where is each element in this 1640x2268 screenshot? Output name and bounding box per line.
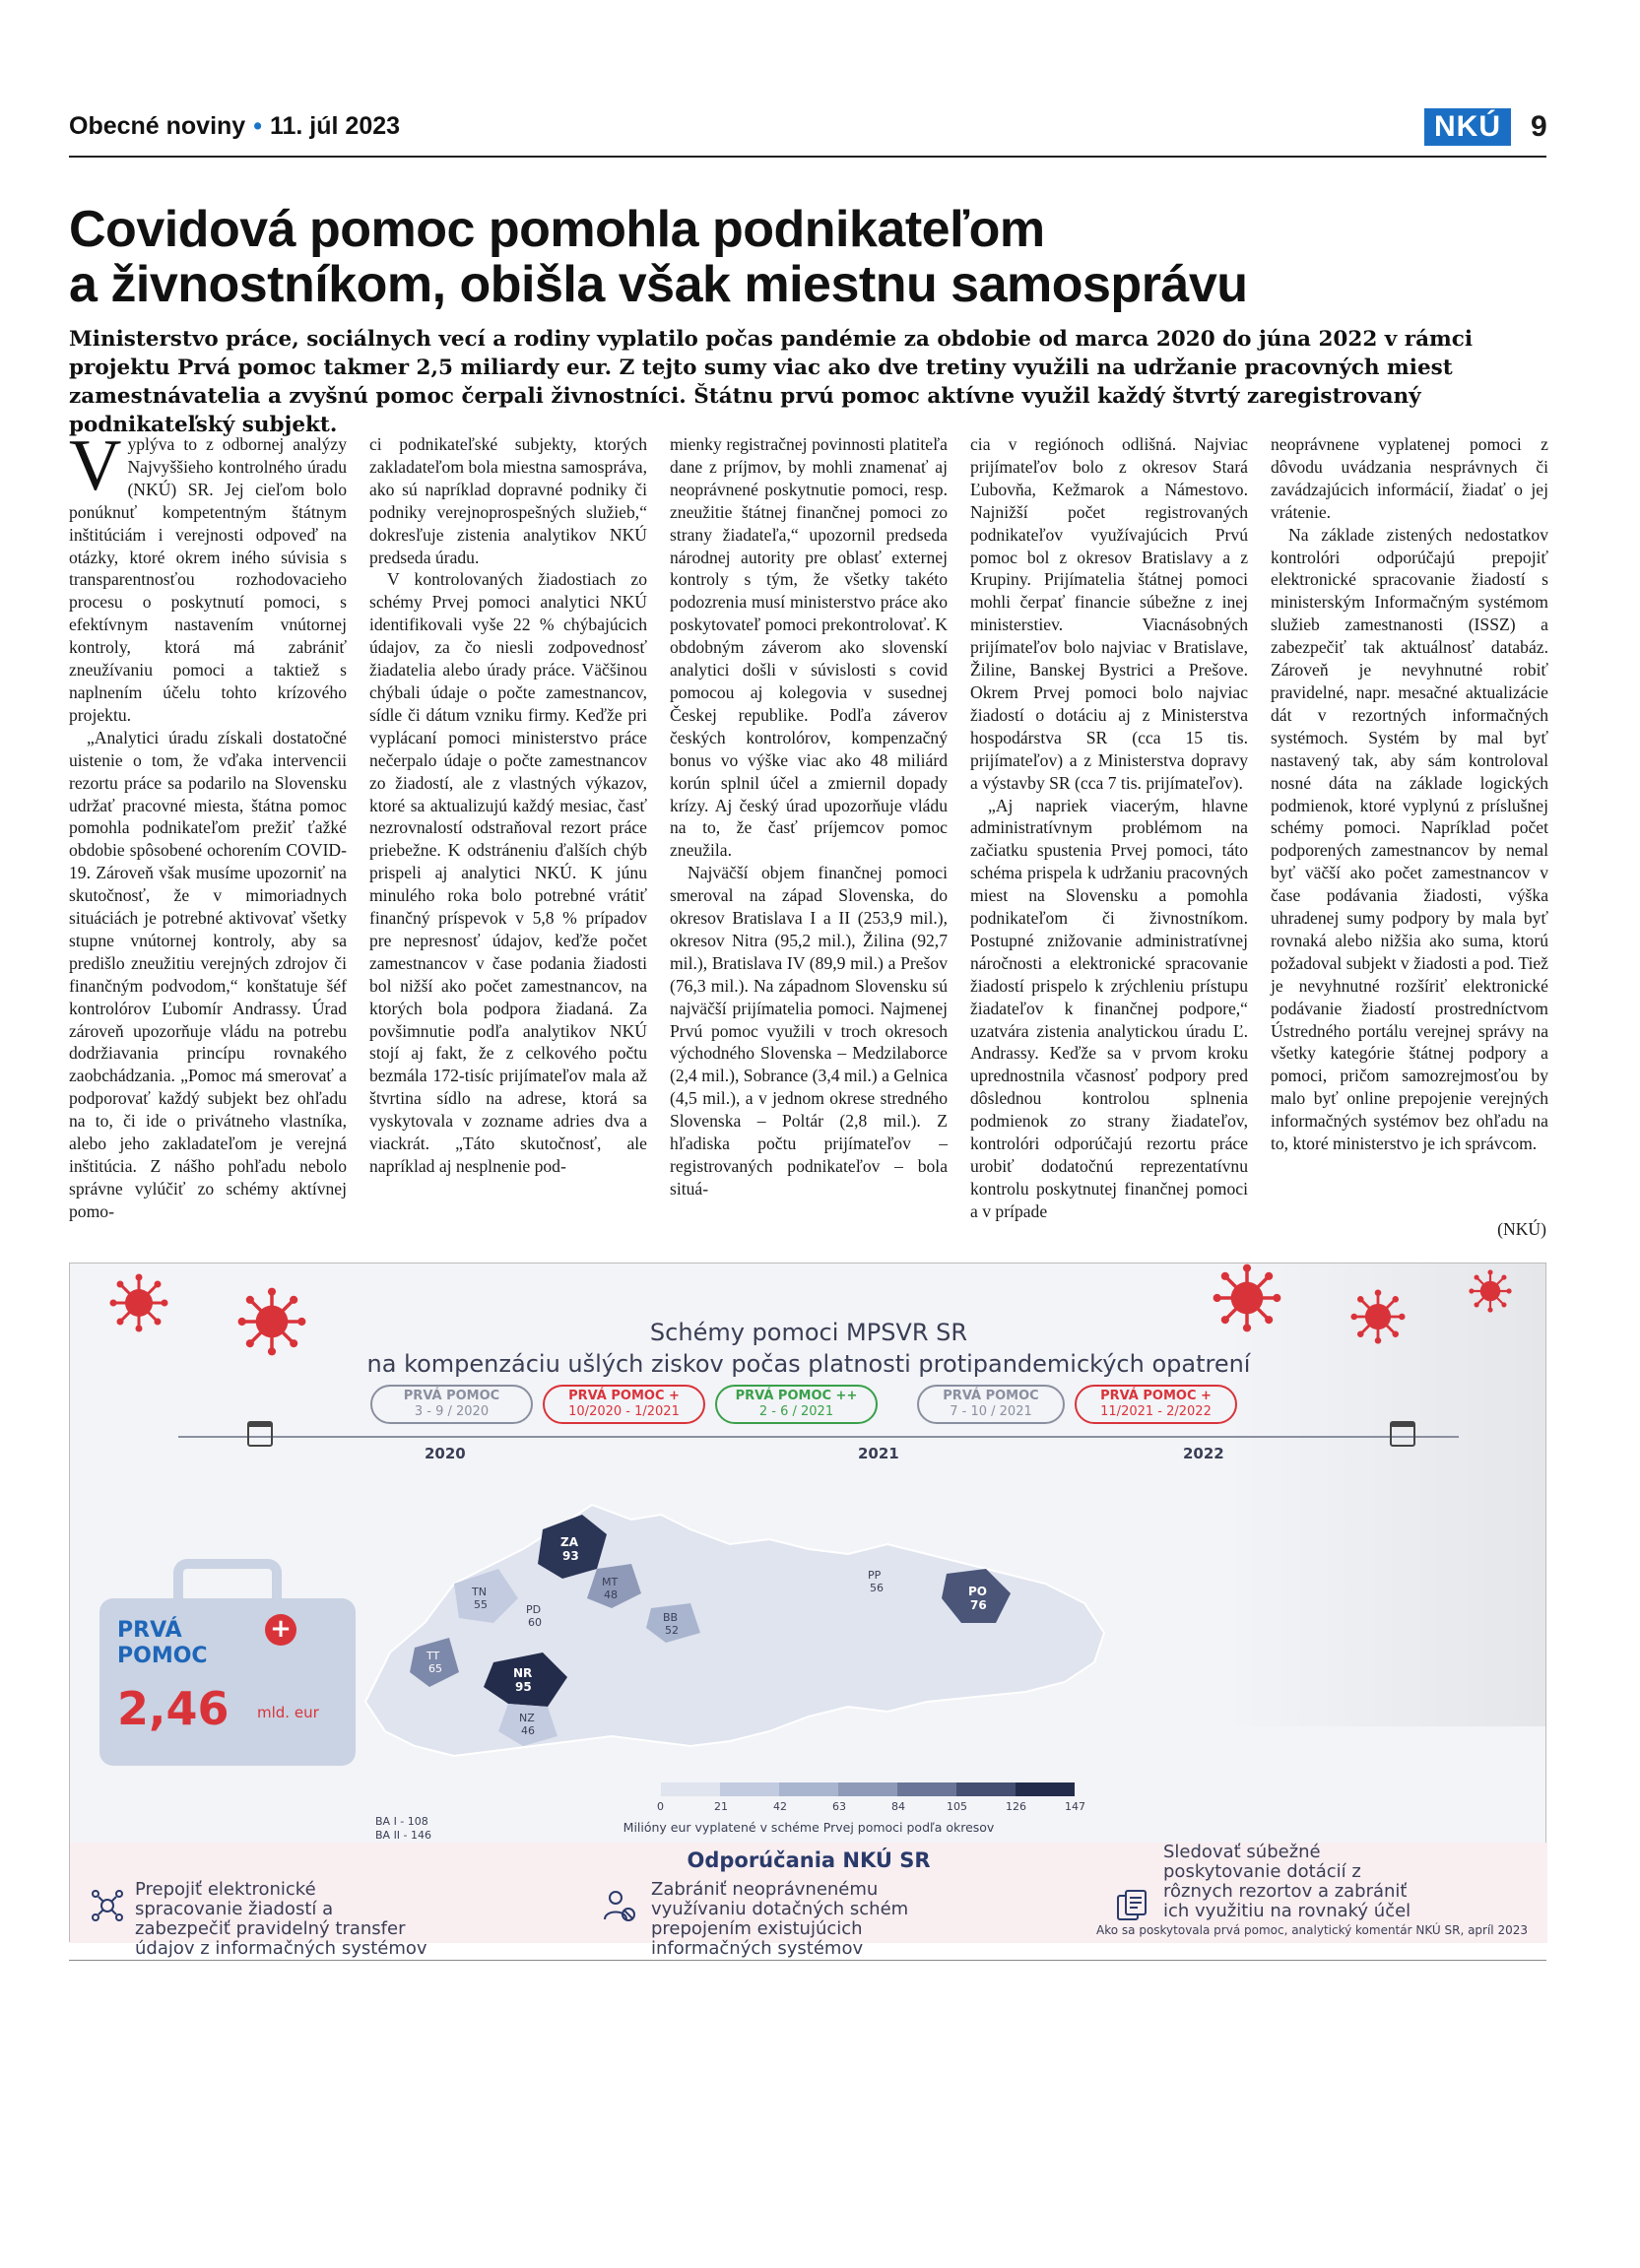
recommendation-line: Prepojiť elektronické xyxy=(135,1879,316,1900)
calendar-icon xyxy=(247,1421,273,1447)
publication-name: Obecné noviny xyxy=(69,112,246,140)
title-line-2: a živnostníkom, obišla však miestnu samosprávu xyxy=(69,256,1248,313)
suitcase-label-1: PRVÁ xyxy=(117,1618,182,1643)
district-value: 65 xyxy=(428,1662,442,1675)
timeline-pill xyxy=(1075,1385,1237,1424)
district-code: PO xyxy=(968,1585,987,1598)
recommendation-line: využívaniu dotačných schém xyxy=(651,1899,909,1919)
recommendation-item xyxy=(1163,1843,1410,1921)
calendar-icon xyxy=(1390,1421,1415,1447)
network-icon xyxy=(90,1888,125,1923)
district-code: NZ xyxy=(519,1712,535,1724)
drop-cap: V xyxy=(69,425,122,506)
scheme-period: 11/2021 - 2/2022 xyxy=(1100,1404,1212,1419)
legend-bar xyxy=(661,1782,1075,1796)
district-value: 46 xyxy=(521,1724,535,1737)
paragraph xyxy=(69,425,347,727)
nku-logo: NKÚ xyxy=(1424,108,1511,146)
timeline-pill xyxy=(370,1385,533,1424)
page-number: 9 xyxy=(1531,110,1547,143)
district-code: TN xyxy=(472,1586,487,1598)
recommendation-line: rôznych rezortov a zabrániť xyxy=(1163,1881,1408,1902)
map-outline xyxy=(365,1505,1104,1756)
paragraph: „Analytici úradu získali dostatočné uistenie o tom, že vďaka intervencii rezortu práce sa podarilo na Slovensku udržať pracovné miesta, štátna pomoc pomohla podnikateľom prežiť ťažké obdobie spôsobené ochorením COVID-19. Zároveň však musíme upozorniť na skutočnosť, že v mimoriadnych situáciách je potrebné aktivovať všetky stupne vnútornej kontroly, aby sa predišlo zneužitiu verejných zdrojov či finančným podvodom,“ konštatuje šéf kontrolórov Ľubomír Andrassy. Úrad zároveň upozorňuje vládu na potrebu dodržiavania princípu rovnakého zaobchádzania. „Pomoc má smerovať a podporovať každý subjekt bez ohľadu na to, či ide o privátneho vlastníka, alebo jeho zakladateľom je verejná inštitúcia. Z nášho pohľadu nebolo správne vylúčiť zo schémy aktívnej pomo- xyxy=(69,727,347,1221)
recommendation-line: Sledovať súbežné xyxy=(1163,1842,1321,1862)
recommendation-line: ich využitiu na rovnaký účel xyxy=(1163,1901,1411,1921)
district-code: NR xyxy=(513,1666,533,1680)
column-5 xyxy=(1271,433,1548,1280)
scheme-period: 10/2020 - 1/2021 xyxy=(568,1404,680,1419)
column-3 xyxy=(670,433,948,1280)
paragraph-text: yplýva to z odbornej analýzy Najvyššieho kontrolného úradu (NKÚ) SR. Jej cieľom bolo ponúknuť kompetentným štátnym inštitúciám i verejnosti odpoveď na otázky, ktoré okrem iného súvisia s transparentnosťou rozhodovacieho procesu o poskytnutí pomoci, s efektívnym nastavením vnútornej kontroly, ktorá má zabrániť zneužívaniu pomoci a taktiež s naplnením účelu tohto krízového projektu. xyxy=(69,434,347,725)
scheme-name: PRVÁ POMOC xyxy=(403,1389,500,1403)
paragraph: Najväčší objem finančnej pomoci smeroval na západ Slovenska, do okresov Bratislava I a II (253,9 mil.), okresov Nitra (95,2 mil.), Žilina (92,7 mil.), Bratislava IV (89,9 mil.) a Prešov (76,3 mil.). Na západnom Slovensku sú najväčší prijímatelia pomoci. Najmenej Prvú pomoc využili v troch okresoch východného Slovenska – Medzilaborce (2,4 mil.), Sobrance (3,4 mil.) a Gelnica (4,5 mil.), a v jednom okrese stredného Slovenska – Poltár (2,8 mil.). Z hľadiska počtu prijímateľov – registrovaných podnikateľov – bola situá- xyxy=(670,863,948,1199)
recommendation-line: spracovanie žiadostí a xyxy=(135,1899,334,1919)
timeline-axis xyxy=(178,1436,1459,1438)
documents-icon xyxy=(1114,1888,1149,1923)
paragraph: mienky registračnej povinnosti platiteľa dane z príjmov, by mohli znamenať aj neoprávnené poskytnutie pomoci, resp. zneužitie štátnej finančnej pomoci zo strany žiadateľa,“ upozornil predseda národnej autority pre oblasť externej kontroly s tým, že všetky takéto podozrenia musí ministerstvo práce ako poskytovateľ pomoci prekontrolovať. K obdobným záverom ako slovenskí analytici došli v súvislosti s covid pomocou aj kolegovia v susednej Českej republike. Podľa záverov českých kontrolórov, kompenzačný bonus vo výške viac ako 48 miliárd korún splnil účel a zmiernil dopady krízy. Aj český úrad upozorňuje vládu na to, že časť príjemcov pomoc zneužila. xyxy=(670,434,948,861)
title-line-1: Covidová pomoc pomohla podnikateľom xyxy=(69,201,1045,258)
recommendation-line: informačných systémov xyxy=(651,1938,864,1959)
virus-icon xyxy=(1469,1269,1512,1313)
user-block-icon xyxy=(602,1888,637,1923)
suitcase-label-2: POMOC xyxy=(117,1644,208,1668)
recommendations-panel xyxy=(70,1842,1547,1959)
scheme-period: 3 - 9 / 2020 xyxy=(414,1404,490,1419)
article-title xyxy=(69,202,1546,312)
suitcase-label xyxy=(117,1618,208,1669)
timeline-pill xyxy=(543,1385,705,1424)
article-signature: (NKÚ) xyxy=(1497,1219,1546,1239)
scheme-period: 7 - 10 / 2021 xyxy=(950,1404,1032,1419)
district-value: 76 xyxy=(970,1598,987,1612)
total-amount: 2,46 xyxy=(117,1682,230,1735)
paragraph: Na základe zistených nedostatkov kontrolóri odporúčajú prepojiť elektronické spracovanie žiadostí s ministerským Informačným systémom služieb zamestnanosti (ISSZ) a zabezpečiť tak aktuálnosť databáz. Zároveň je nevyhnutné robiť pravidelné, napr. mesačné aktualizácie dát v rezortných informačných systémoch. Systém by mal byť nastavený tak, aby sám kontroloval nosné dáta na základe logických podmienok, ktoré vyplynú z príslušnej schémy pomoci. Napríklad počet podporených zamestnancov by nemal byť väčší ako počet zamestnancov v čase podávania žiadosti, výška uhradenej sumy podpory by mala byť rovnaká alebo nižšia ako suma, ktorú požadoval subjekt v žiadosti a pod. Tiež je nevyhnutné rozšíriť elektronické podávanie žiadostí prostredníctvom Ústredného portálu verejnej správy na všetky kategórie štátnej podpory a pomoci, pričom samozrejmosťou by malo byť online prepojenie verejných informačných systémov bez ohľadu na to, ktoré ministerstvo je ich správcom. xyxy=(1271,524,1548,1154)
publication-line xyxy=(69,112,400,141)
legend-tick: 105 xyxy=(947,1800,967,1813)
legend-swatch xyxy=(779,1782,838,1796)
district-value: 56 xyxy=(870,1582,884,1594)
column-1 xyxy=(69,425,347,1280)
year-label: 2021 xyxy=(858,1445,899,1462)
legend-swatch xyxy=(1016,1782,1075,1796)
paragraph: neoprávnene vyplatenej pomoci z dôvodu uvádzania nesprávnych či zavádzajúcich informácií, žiadať o jej vrátenie. xyxy=(1271,434,1548,522)
separator-dot: • xyxy=(253,112,262,140)
district-value: 52 xyxy=(665,1624,679,1637)
legend-swatch xyxy=(897,1782,956,1796)
column-4 xyxy=(970,433,1248,1280)
recommendation-line: Zabrániť neoprávnenému xyxy=(651,1879,879,1900)
scheme-name: PRVÁ POMOC + xyxy=(1100,1389,1212,1403)
district-code: TT xyxy=(426,1650,440,1662)
article-lead: Ministerstvo práce, sociálnych vecí a rodiny vyplatilo počas pandémie za obdobie od marca 2020 do júna 2022 v rámci projektu Prvá pomoc takmer 2,5 miliardy eur. Z tejto sumy viac ako dve tretiny využili na udržanie pracovných miest zamestnávatelia a zvyšnú pomoc čerpali živnostníci. Štátnu prvú pomoc aktívne využil každý štvrtý zaregistrovaný podnikateľský subjekt. xyxy=(69,327,1474,437)
legend-tick: 126 xyxy=(1006,1800,1026,1813)
scheme-period: 2 - 6 / 2021 xyxy=(758,1404,834,1419)
recommendation-line: poskytovanie dotácií z xyxy=(1163,1861,1361,1882)
paragraph: cia v regiónoch odlišná. Najviac prijímateľov bolo z okresov Stará Ľubovňa, Kežmarok a Námestovo. Najnižší počet registrovaných podnikateľov využívajúcich Prvú pomoc bol z okresov Bratislavy a z Krupiny. Prijímatelia štátnej pomoci mohli čerpať financie súbežne z inej ministerstiev. Viacnásobných prijímateľov bolo najviac v Bratislave, Žiline, Banskej Bystrici a Prešove. Okrem Prvej pomoci bolo najviac žiadostí o dotáciu aj z Ministerstva hospodárstva SR (cca 15 tis. prijímateľov) a z Ministerstva dopravy a výstavby SR (cca 7 tis. prijímateľov). xyxy=(970,434,1248,793)
timeline-pill xyxy=(917,1385,1065,1424)
column-2 xyxy=(369,433,647,1280)
district-code: ZA xyxy=(560,1535,578,1549)
legend-swatch xyxy=(661,1782,720,1796)
suitcase-handle xyxy=(173,1559,282,1602)
district-value: 60 xyxy=(528,1616,542,1629)
timeline-pill xyxy=(715,1385,878,1424)
district-code: PP xyxy=(868,1569,882,1582)
legend-ticks xyxy=(651,1800,1084,1814)
header-rule xyxy=(69,156,1546,158)
infographic xyxy=(69,1263,1546,1959)
paragraph: ci podnikateľské subjekty, ktorých zakladateľom bola miestna samospráva, ako sú napríklad dopravné podniky či podniky verejnoprospešných služieb,“ dokresľuje zistenia analytikov NKÚ predseda úradu. xyxy=(369,434,647,567)
slovakia-map xyxy=(336,1475,1124,1761)
recommendation-item xyxy=(135,1880,427,1959)
infographic-subtitle: na kompenzáciu ušlých ziskov počas platnosti protipandemických opatrení xyxy=(366,1350,1251,1378)
legend-tick: 0 xyxy=(657,1800,664,1813)
district-value: 55 xyxy=(474,1598,488,1611)
district-value: 93 xyxy=(562,1549,579,1563)
legend-swatch xyxy=(720,1782,779,1796)
bratislava-item: BA II - 146 xyxy=(375,1829,432,1842)
recommendation-item xyxy=(651,1880,908,1959)
paragraph: „Aj napriek viacerým, hlavne administratívnym problémom na začiatku spustenia Prvej pomoci, táto schéma prispela k udržaniu pracovných miest na Slovensku a pomohla podnikateľom či živnostníkom. Postupné znižovanie administratívnej náročnosti a elektronické spracovanie žiadostí prispelo k zrýchleniu prístupu žiadateľov k finančnej podpore,“ uzatvára zistenia analytickou úradu Ľ. Andrassy. Keďže sa v prvom kroku uprednostnila včasnosť podpory pred dôslednou kontrolou splnenia podmienok zo strany žiadateľov, kontrolóri odporúčajú rezortu práce urobiť dodatočnú reprezentatívnu kontrolu poskytnutej finančnej pomoci a v prípade xyxy=(970,795,1248,1221)
source-note: Ako sa poskytovala prvá pomoc, analytický komentár NKÚ SR, apríl 2023 xyxy=(1096,1923,1528,1937)
scheme-name: PRVÁ POMOC + xyxy=(568,1389,680,1403)
recommendation-line: prepojením existujúcich xyxy=(651,1918,863,1939)
legend-tick: 42 xyxy=(773,1800,787,1813)
infographic-title: Schémy pomoci MPSVR SR xyxy=(649,1319,968,1346)
district-value: 48 xyxy=(604,1588,618,1601)
district-code: MT xyxy=(602,1576,619,1588)
legend-caption: Milióny eur vyplatené v schéme Prvej pomoci podľa okresov xyxy=(623,1820,995,1835)
legend-tick: 21 xyxy=(714,1800,728,1813)
scheme-name: PRVÁ POMOC xyxy=(943,1389,1039,1403)
scheme-name: PRVÁ POMOC ++ xyxy=(735,1389,858,1403)
district-value: 95 xyxy=(515,1680,532,1694)
legend-swatch xyxy=(838,1782,897,1796)
page-header xyxy=(69,108,1546,148)
year-label: 2022 xyxy=(1183,1445,1224,1462)
year-label: 2020 xyxy=(425,1445,466,1462)
total-unit: mld. eur xyxy=(257,1704,319,1721)
paragraph: V kontrolovaných žiadostiach zo schémy Prvej pomoci analytici NKÚ identifikovali vyše 22 % chýbajúcich údajov, za čo niesli zodpovednosť žiadatelia alebo úrady práce. Väčšinou chýbali údaje o počte zamestnancov, sídle či dátum vzniku firmy. Keďže pri vyplácaní pomoci ministerstvo práce nečerpalo údaje o počte zamestnancov zo žiadostí, ale z vlastných výkazov, ktoré sa aktualizujú každý mesiac, časť nezrovnalostí odstraňoval rezort práce priebežne. K odstráneniu ďalších chýb prispeli aj analytici NKÚ. K júnu minulého roka bolo potrebné vrátiť finančný príspevok v 5,8 % prípadov pre nepresnosť údajov, keďže počet zamestnancov v čase podania žiadosti bol nižší ako počet zamestnancov, na ktorých bola podpora žiadaná. Za povšimnutie podľa analytikov NKÚ stojí aj fakt, že z celkového počtu bezmála 172-tisíc prijímateľov mala až štvrtina sídlo na adrese, ktorá sa vyskytovala v zozname adries dva a viackrát. „Táto skutočnosť, ale napríklad aj nesplnenie pod- xyxy=(369,569,647,1176)
bratislava-item: BA I - 108 xyxy=(375,1815,428,1828)
bottom-rule xyxy=(69,1960,1546,1961)
district-code: BB xyxy=(663,1611,679,1624)
recommendations-title: Odporúčania NKÚ SR xyxy=(687,1848,931,1872)
issue-date: 11. júl 2023 xyxy=(269,112,401,140)
legend-tick: 147 xyxy=(1065,1800,1085,1813)
legend-tick: 63 xyxy=(832,1800,846,1813)
legend-swatch xyxy=(956,1782,1016,1796)
recommendation-line: údajov z informačných systémov xyxy=(135,1938,427,1959)
district-code: PD xyxy=(526,1603,542,1616)
recommendation-line: zabezpečiť pravidelný transfer xyxy=(135,1918,406,1939)
article-body xyxy=(69,425,1548,1280)
plus-icon: + xyxy=(265,1614,296,1646)
legend-tick: 84 xyxy=(891,1800,905,1813)
